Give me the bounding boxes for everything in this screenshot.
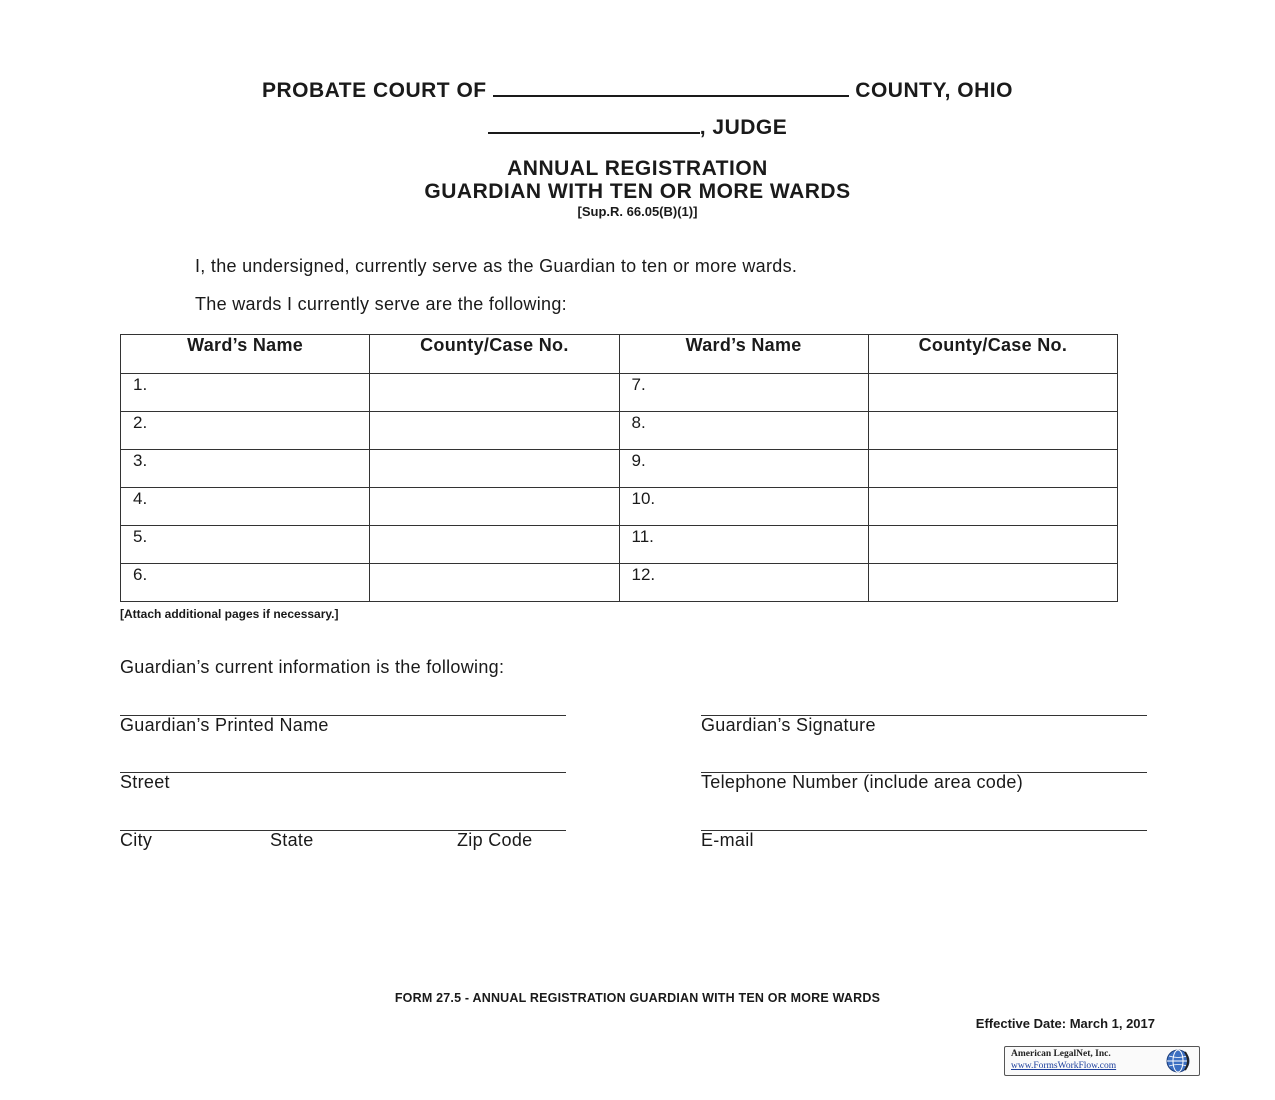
state-label: State — [270, 830, 314, 850]
row-number: 4. — [133, 489, 148, 508]
ward-name-cell[interactable] — [121, 526, 370, 564]
county-case-cell[interactable] — [370, 564, 619, 602]
ward-name-cell[interactable] — [121, 450, 370, 488]
row-number: 7. — [631, 375, 646, 394]
publisher-logo[interactable] — [1004, 1046, 1200, 1076]
header-county-case-left: County/Case No. — [370, 335, 619, 374]
row-number: 6. — [133, 565, 148, 584]
ward-name-cell[interactable] — [121, 412, 370, 450]
county-case-cell[interactable] — [868, 488, 1117, 526]
table-row — [121, 564, 1118, 602]
table-row — [121, 488, 1118, 526]
globe-icon — [1165, 1048, 1191, 1074]
row-number: 5. — [133, 527, 148, 546]
county-case-cell[interactable] — [868, 564, 1117, 602]
county-blank[interactable] — [493, 77, 849, 97]
judge-blank[interactable] — [488, 114, 700, 134]
header-county-case-right: County/Case No. — [868, 335, 1117, 374]
court-suffix: COUNTY, OHIO — [855, 79, 1013, 102]
row-number: 1. — [133, 375, 148, 394]
wards-intro-paragraph: The wards I currently serve are the following: — [195, 294, 567, 314]
telephone-label: Telephone Number (include area code) — [701, 772, 1023, 792]
effective-date: Effective Date: March 1, 2017 — [975, 1016, 1155, 1031]
ward-name-cell[interactable] — [619, 488, 868, 526]
ward-name-cell[interactable] — [121, 374, 370, 412]
ward-name-cell[interactable] — [619, 526, 868, 564]
form-title-line1: ANNUAL REGISTRATION — [507, 157, 768, 180]
row-number: 3. — [133, 451, 148, 470]
ward-name-cell[interactable] — [121, 488, 370, 526]
county-case-cell[interactable] — [370, 374, 619, 412]
judge-header — [0, 114, 1275, 140]
table-row — [121, 374, 1118, 412]
county-case-cell[interactable] — [370, 526, 619, 564]
table-row — [121, 450, 1118, 488]
printed-name-label: Guardian’s Printed Name — [120, 715, 329, 735]
county-case-cell[interactable] — [868, 526, 1117, 564]
attach-note: [Attach additional pages if necessary.] — [120, 607, 339, 621]
court-prefix: PROBATE COURT OF — [262, 79, 487, 102]
ward-name-cell[interactable] — [619, 374, 868, 412]
county-case-cell[interactable] — [370, 450, 619, 488]
judge-suffix: , JUDGE — [699, 116, 788, 139]
county-case-cell[interactable] — [868, 450, 1117, 488]
row-number: 9. — [631, 451, 646, 470]
row-number: 2. — [133, 413, 148, 432]
email-label: E-mail — [701, 830, 754, 850]
header-wards-name-left: Ward’s Name — [121, 335, 370, 374]
ward-name-cell[interactable] — [619, 450, 868, 488]
street-label: Street — [120, 772, 170, 792]
table-header-row — [121, 335, 1118, 374]
wards-table — [120, 334, 1118, 602]
city-label: City — [120, 830, 153, 850]
zip-code-label: Zip Code — [457, 830, 533, 850]
row-number: 12. — [631, 565, 656, 584]
email-line[interactable] — [701, 830, 1147, 831]
county-case-cell[interactable] — [370, 412, 619, 450]
row-number: 11. — [631, 527, 654, 546]
logo-url-link[interactable]: www.FormsWorkFlow.com — [1011, 1061, 1117, 1071]
street-line[interactable] — [120, 772, 566, 773]
logo-company-name: American LegalNet, Inc. — [1011, 1049, 1111, 1059]
form-title-line2: GUARDIAN WITH TEN OR MORE WARDS — [424, 180, 851, 203]
ward-name-cell[interactable] — [619, 564, 868, 602]
table-row — [121, 412, 1118, 450]
statement-paragraph: I, the undersigned, currently serve as the Guardian to ten or more wards. — [195, 256, 798, 276]
footer-form-title: FORM 27.5 - ANNUAL REGISTRATION GUARDIAN WITH TEN OR MORE WARDS — [394, 991, 881, 1005]
row-number: 10. — [631, 489, 656, 508]
ward-name-cell[interactable] — [619, 412, 868, 450]
rule-reference: [Sup.R. 66.05(B)(1)] — [577, 204, 698, 219]
header-wards-name-right: Ward’s Name — [619, 335, 868, 374]
county-case-cell[interactable] — [370, 488, 619, 526]
county-case-cell[interactable] — [868, 374, 1117, 412]
county-case-cell[interactable] — [868, 412, 1117, 450]
table-row — [121, 526, 1118, 564]
ward-name-cell[interactable] — [121, 564, 370, 602]
signature-label: Guardian’s Signature — [701, 715, 876, 735]
guardian-info-intro: Guardian’s current information is the following: — [120, 657, 505, 677]
court-header — [0, 77, 1275, 103]
row-number: 8. — [631, 413, 646, 432]
